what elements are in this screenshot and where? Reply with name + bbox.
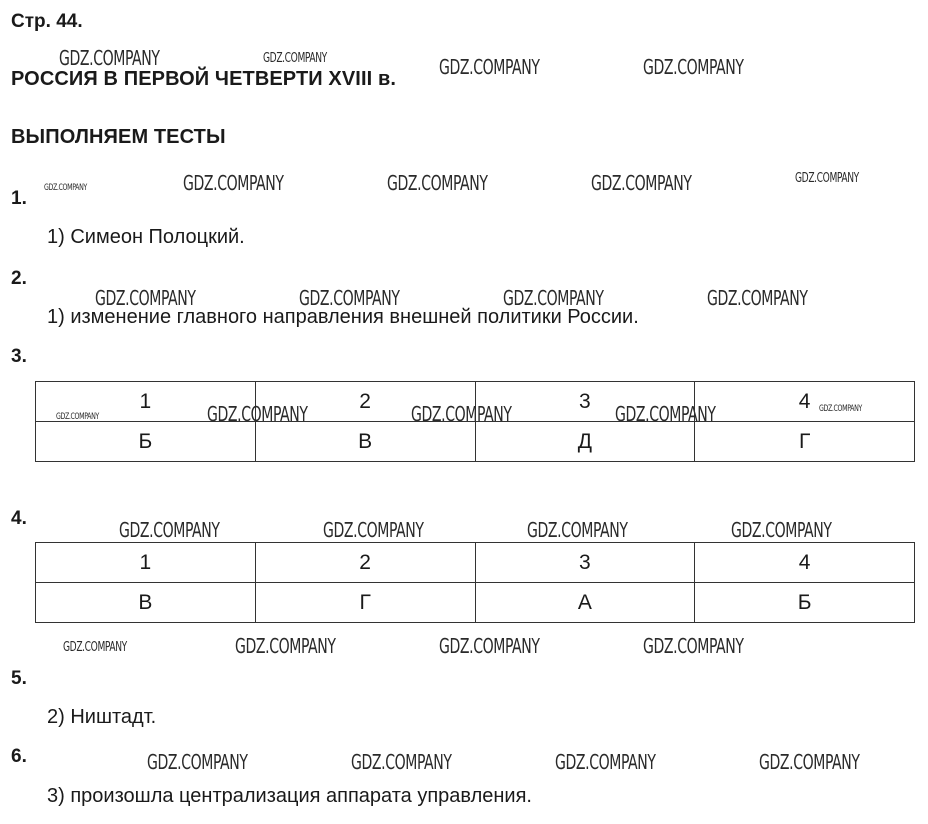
- watermark: GDZ.COMPANY: [95, 286, 196, 310]
- watermark: GDZ.COMPANY: [147, 750, 248, 774]
- watermark: GDZ.COMPANY: [44, 183, 87, 193]
- table-row: [36, 422, 915, 462]
- question-number-4: 4.: [11, 508, 27, 529]
- watermark: GDZ.COMPANY: [555, 750, 656, 774]
- table-cell: Г: [695, 422, 915, 462]
- table-header-cell: 3: [475, 543, 695, 583]
- watermark: GDZ.COMPANY: [731, 518, 832, 542]
- watermark: GDZ.COMPANY: [235, 634, 336, 658]
- watermark: GDZ.COMPANY: [439, 634, 540, 658]
- watermark: GDZ.COMPANY: [795, 171, 859, 186]
- watermark: GDZ.COMPANY: [119, 518, 220, 542]
- table-header-cell: 3: [475, 382, 695, 422]
- table-header-cell: 4: [695, 543, 915, 583]
- answer-1: 1) Симеон Полоцкий.: [47, 226, 245, 248]
- table-header-cell: 1: [36, 382, 256, 422]
- watermark: GDZ.COMPANY: [643, 55, 744, 79]
- question-number-6: 6.: [11, 746, 27, 767]
- watermark: GDZ.COMPANY: [207, 402, 308, 426]
- watermark: GDZ.COMPANY: [56, 412, 99, 422]
- answer-6: 3) произошла централизация аппарата управления.: [47, 785, 532, 807]
- answer-2: 1) изменение главного направления внешней политики России.: [47, 306, 639, 328]
- watermark: GDZ.COMPANY: [527, 518, 628, 542]
- watermark: GDZ.COMPANY: [503, 286, 604, 310]
- watermark: GDZ.COMPANY: [59, 46, 160, 70]
- table-cell: Д: [475, 422, 695, 462]
- watermark: GDZ.COMPANY: [643, 634, 744, 658]
- question-number-2: 2.: [11, 268, 27, 289]
- watermark: GDZ.COMPANY: [63, 640, 127, 655]
- table-cell: В: [255, 422, 475, 462]
- table-cell: Г: [255, 583, 475, 623]
- table-header-cell: 1: [36, 543, 256, 583]
- section-title: ВЫПОЛНЯЕМ ТЕСТЫ: [11, 126, 226, 148]
- answer-table-4: [35, 542, 915, 623]
- watermark: GDZ.COMPANY: [387, 171, 488, 195]
- question-number-1: 1.: [11, 188, 27, 209]
- table-row: [36, 583, 915, 623]
- watermark: GDZ.COMPANY: [759, 750, 860, 774]
- table-cell: А: [475, 583, 695, 623]
- question-number-5: 5.: [11, 668, 27, 689]
- watermark: GDZ.COMPANY: [819, 404, 862, 414]
- watermark: GDZ.COMPANY: [439, 55, 540, 79]
- table-cell: Б: [36, 422, 256, 462]
- table-cell: В: [36, 583, 256, 623]
- watermark: GDZ.COMPANY: [323, 518, 424, 542]
- table-header-cell: 4: [695, 382, 915, 422]
- watermark: GDZ.COMPANY: [351, 750, 452, 774]
- watermark: GDZ.COMPANY: [591, 171, 692, 195]
- page-reference: Стр. 44.: [11, 11, 83, 32]
- table-header-row: [36, 543, 915, 583]
- watermark: GDZ.COMPANY: [615, 402, 716, 426]
- chapter-title: РОССИЯ В ПЕРВОЙ ЧЕТВЕРТИ XVIII в.: [11, 68, 396, 90]
- watermark: GDZ.COMPANY: [411, 402, 512, 426]
- question-number-3: 3.: [11, 346, 27, 367]
- table-header-cell: 2: [255, 543, 475, 583]
- watermark: GDZ.COMPANY: [299, 286, 400, 310]
- watermark: GDZ.COMPANY: [183, 171, 284, 195]
- watermark: GDZ.COMPANY: [263, 51, 327, 66]
- answer-5: 2) Ништадт.: [47, 706, 157, 728]
- watermark: GDZ.COMPANY: [707, 286, 808, 310]
- table-cell: Б: [695, 583, 915, 623]
- table-header-cell: 2: [255, 382, 475, 422]
